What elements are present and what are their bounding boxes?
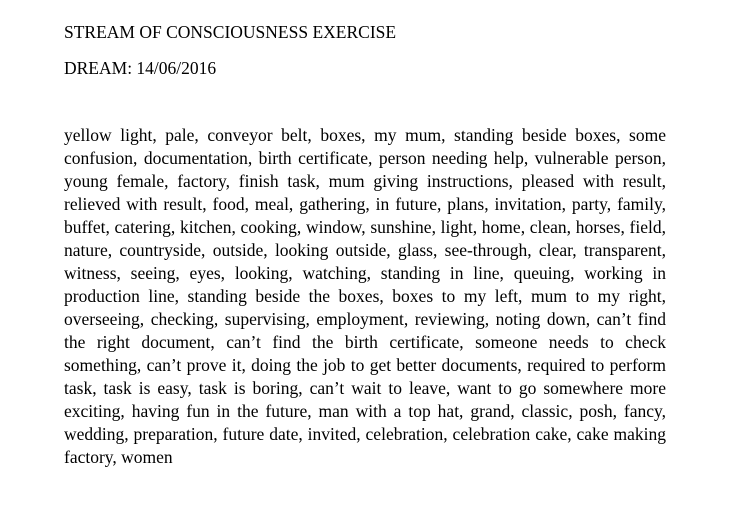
document-title: STREAM OF CONSCIOUSNESS EXERCISE (64, 22, 397, 42)
document-body-text: yellow light, pale, conveyor belt, boxes, my mum, standing beside boxes, some confusion, documentation, birth certificate, person needing help, vulnerable person, young female, factory, finish task, mum giving instructions, pleased with result, relieved with result, food, meal, gathering, in future, plans, invitation, party, family, buffet, catering, kitchen, cooking, window, sunshine, light, home, clean, horses, field, nature, countryside, outside, looking outside, glass, see-through, clear, transparent, witness, seeing, eyes, looking, watching, standing in line, queuing, working in production line, standing beside the boxes, boxes to my left, mum to my right, overseeing, checking, supervising, employment, reviewing, noting down, can’t find the right document, can’t find the birth certificate, someone needs to check something, can’t prove it, doing the job to get better documents, required to perform task, task is easy, task is boring, can’t wait to leave, want to go somewhere more exciting, having fun in the future, man with a top hat, grand, classic, posh, fancy, wedding, preparation, future date, invited, celebration, celebration cake, cake making factory, women (64, 125, 666, 467)
dream-date-label: DREAM: 14/06/2016 (64, 58, 217, 78)
